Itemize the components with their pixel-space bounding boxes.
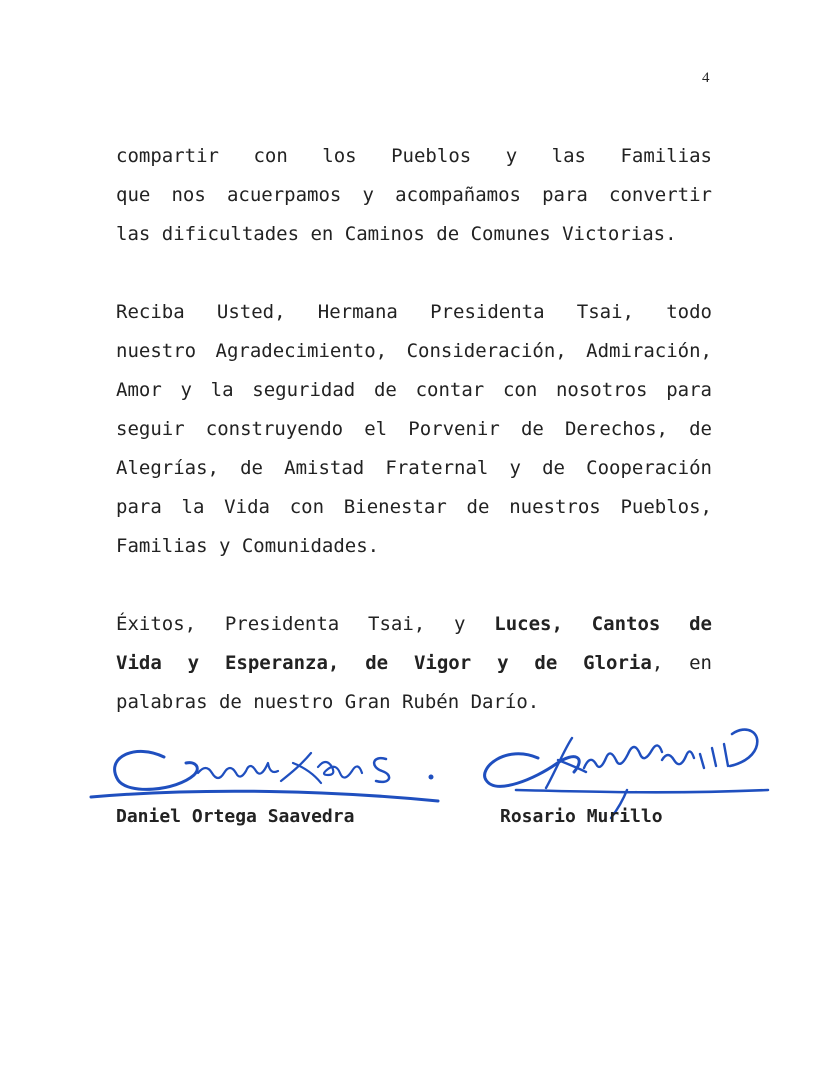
text-line: para la Vida con Bienestar de nuestros Pueblos, [116,496,712,518]
text-line: Alegrías, de Amistad Fraternal y de Cooperación [116,457,712,479]
text-line: palabras de nuestro Gran Rubén Darío. [116,691,540,713]
signatory-name-rosario-murillo: Rosario Murillo [500,806,663,827]
paragraph-closing-1 [116,137,712,254]
text-normal: , en [651,652,712,674]
text-line: que nos acuerpamos y acompañamos para convertir [116,184,712,206]
paragraph-closing-3 [116,605,712,722]
text-line: Familias y Comunidades. [116,535,380,557]
text-line: compartir con los Pueblos y las Familias [116,145,712,167]
text-line-mixed [116,605,712,644]
text-line: Reciba Usted, Hermana Presidenta Tsai, todo [116,301,712,323]
text-line: nuestro Agradecimiento, Consideración, Admiración, [116,340,712,362]
text-line: las dificultades en Caminos de Comunes Victorias. [116,223,677,245]
signatory-name-daniel-ortega: Daniel Ortega Saavedra [116,806,355,827]
text-bold: Luces, Cantos de [494,613,712,635]
paragraph-closing-2 [116,293,712,566]
text-bold: Vida y Esperanza, de Vigor y de Gloria [116,652,652,674]
text-line: Amor y la seguridad de contar con nosotros para [116,379,712,401]
text-line-mixed [116,644,712,683]
text-normal: Éxitos, Presidenta Tsai, y [116,613,466,635]
page-number: 4 [702,70,710,86]
signature-daniel-ortega [86,735,446,815]
text-line: seguir construyendo el Porvenir de Derechos, de [116,418,712,440]
